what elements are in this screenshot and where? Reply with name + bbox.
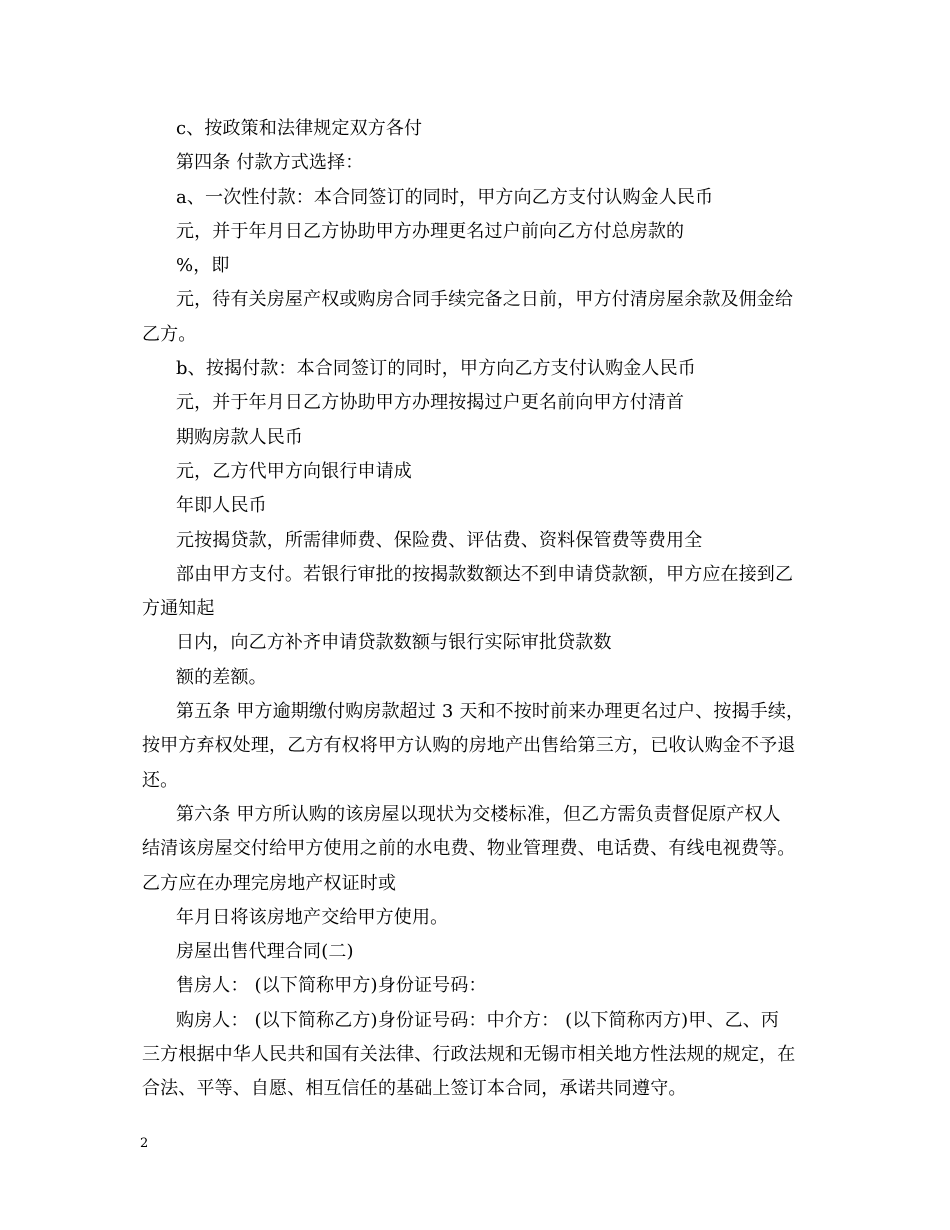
text-line: 元，并于年月日乙方协助甲方办理更名过户前向乙方付总房款的 [176, 220, 685, 242]
text-line: %，即 [176, 255, 230, 277]
text-line: 元，待有关房屋产权或购房合同手续完备之日前，甲方付清房屋余款及佣金给 [176, 289, 794, 311]
text-line: 还。 [142, 769, 179, 791]
text-line: 售房人： (以下简称甲方)身份证号码： [176, 975, 487, 997]
text-line: 乙方应在办理完房地产权证时或 [142, 872, 397, 894]
document-body [142, 112, 822, 1107]
text-line: 按甲方弃权处理，乙方有权将甲方认购的房地产出售给第三方，已收认购金不予退 [142, 735, 796, 757]
text-line: 房屋出售代理合同(二) [176, 941, 354, 963]
text-line: 三方根据中华人民共和国有关法律、行政法规和无锡市相关地方性法规的规定，在 [142, 1044, 796, 1066]
text-line: 年月日将该房地产交给甲方使用。 [176, 906, 449, 928]
text-line: 第六条 甲方所认购的该房屋以现状为交楼标准，但乙方需负责督促原产权人 [176, 803, 781, 825]
text-line: b、按揭付款：本合同签订的同时，甲方向乙方支付认购金人民币 [176, 358, 696, 380]
text-line: 期购房款人民币 [176, 426, 304, 448]
text-line: 乙方。 [142, 323, 197, 345]
text-line: a、一次性付款：本合同签订的同时，甲方向乙方支付认购金人民币 [176, 186, 714, 208]
text-line: 第四条 付款方式选择： [176, 152, 364, 174]
text-line: 购房人： (以下简称乙方)身份证号码：中介方： (以下简称丙方)甲、乙、丙 [176, 1009, 780, 1031]
text-line: 年即人民币 [176, 495, 267, 517]
text-line: 合法、平等、自愿、相互信任的基础上签订本合同，承诺共同遵守。 [142, 1078, 687, 1100]
text-line: 元按揭贷款，所需律师费、保险费、评估费、资料保管费等费用全 [176, 529, 703, 551]
text-line: 部由甲方支付。若银行审批的按揭款数额达不到申请贷款额，甲方应在接到乙 [176, 563, 794, 585]
text-line: 方通知起 [142, 598, 215, 620]
page-number: 2 [140, 1136, 149, 1151]
text-line: 第五条 甲方逾期缴付购房款超过 3 天和不按时前来办理更名过户、按揭手续， [176, 701, 805, 723]
text-line: 日内，向乙方补齐申请贷款数额与银行实际审批贷款数 [176, 632, 612, 654]
text-line: c、按政策和法律规定双方各付 [176, 118, 423, 139]
text-line: 元，乙方代甲方向银行申请成 [176, 460, 412, 482]
text-line: 额的差额。 [176, 666, 267, 688]
text-line: 结清该房屋交付给甲方使用之前的水电费、物业管理费、电话费、有线电视费等。 [142, 838, 796, 860]
text-line: 元，并于年月日乙方协助甲方办理按揭过户更名前向甲方付清首 [176, 392, 685, 414]
